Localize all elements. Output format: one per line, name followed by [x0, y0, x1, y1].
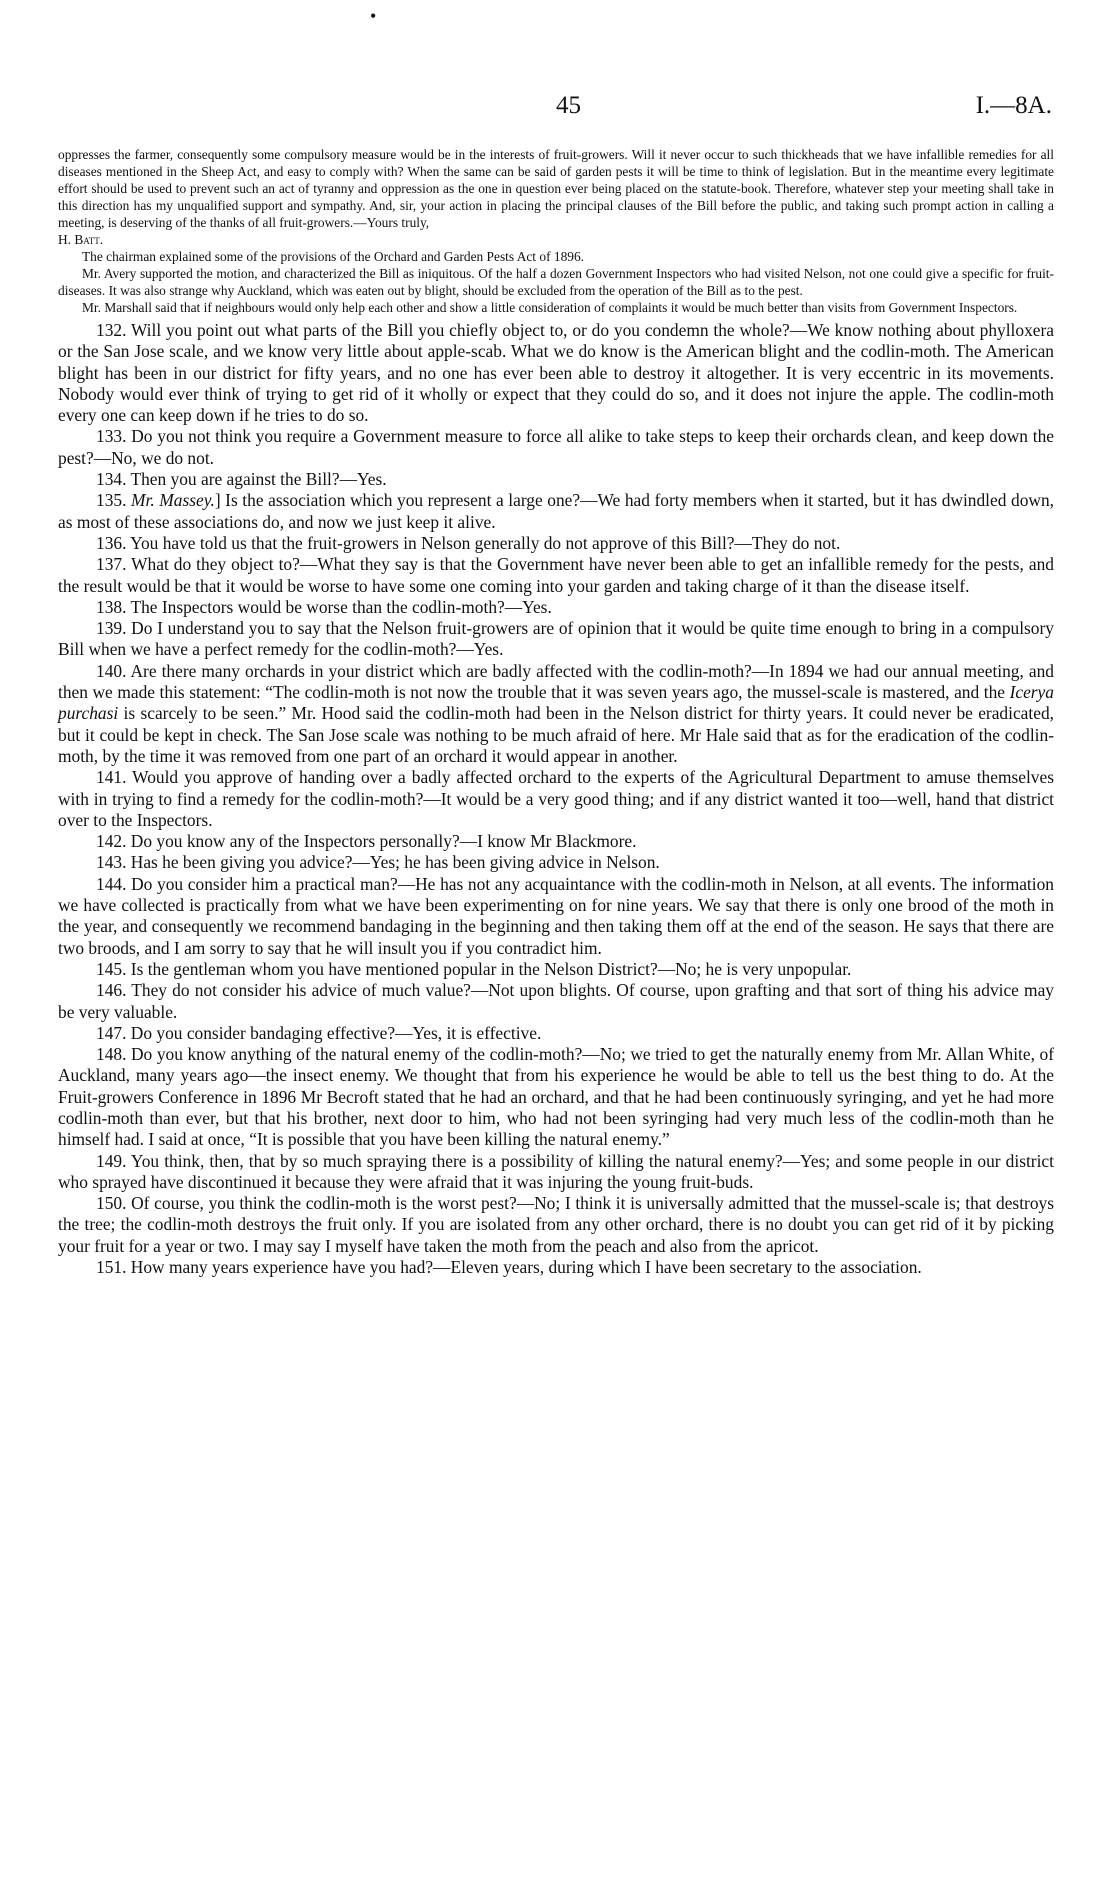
- question-141: 141. Would you approve of handing over a badly affected orchard to the experts of the Agricultural Department to amuse themselves with in trying to find a remedy for the codlin-moth?—It would be a very good thing; and if any district wanted it too—well, hand that district over to the Inspectors.: [58, 767, 1054, 830]
- marshall-note: Mr. Marshall said that if neighbours would only help each other and show a little consideration of complaints it would be much better than visits from Government Inspectors.: [82, 300, 1018, 315]
- question-137: 137. What do they object to?—What they say is that the Government have never been able to get an infallible remedy for the pests, and the result would be that it would be worse to have some one coming into your garden and taking charge of it than the disease itself.: [58, 554, 1054, 596]
- question-142: 142. Do you know any of the Inspectors personally?—I know Mr Blackmore.: [96, 831, 637, 852]
- question-140-part-b: is scarcely to be seen.” Mr. Hood said the codlin-moth had been in the Nelson district for thirty years. It could never be eradicated, but it could be kept in check. The San Jose scale was nothing to be much afraid of here. Mr Hale said that as for the eradication of the codlin-moth, by the time it was removed from one part of an orchard it would appear in another.: [58, 703, 1054, 766]
- question-136: 136. You have told us that the fruit-growers in Nelson generally do not approve of this Bill?—They do not.: [96, 532, 841, 553]
- question-135-text: ] Is the association which you represent a large one?—We had forty members when it started, but it has dwindled down, as most of these associations do, and now we just keep it alive.: [58, 490, 1054, 532]
- question-146: 146. They do not consider his advice of much value?—Not upon blights. Of course, upon grafting and that sort of thing his advice may be very valuable.: [58, 980, 1054, 1022]
- question-149: 149. You think, then, that by so much spraying there is a possibility of killing the natural enemy?—Yes; and some people in our district who sprayed have discontinued it because they were afraid that it was injuring the young fruit-buds.: [58, 1150, 1054, 1192]
- question-144: 144. Do you consider him a practical man?—He has not any acquaintance with the codlin-moth in Nelson, at all events. The information we have collected is practically from what we have been experimenting on for nine years. We say that there is only one brood of the moth in the year, and consequently we recommend bandaging in the beginning and then taking them off at the end of the season. He says that there are two broods, and I am sorry to say that he will insult you if you contradict him.: [58, 873, 1054, 958]
- question-135: [58, 490, 1054, 533]
- evidence-section: [58, 320, 1054, 1278]
- question-140-part-a: 140. Are there many orchards in your district which are badly affected with the codlin-moth?—In 1894 we had our annual meeting, and then we made this statement: “The codlin-moth is not now the trouble that it was seven years ago, the mussel-scale is mastered, and the: [58, 660, 1054, 703]
- question-133: 133. Do you not think you require a Government measure to force all alike to take steps to keep their orchards clean, and keep down the pest?—No, we do not.: [58, 426, 1054, 468]
- stray-mark: •: [370, 6, 377, 26]
- page-number: 45: [556, 92, 581, 119]
- page-header: [0, 92, 1114, 126]
- question-132: 132. Will you point out what parts of the Bill you chiefly object to, or do you condemn the whole?—We know nothing about phylloxera or the San Jose scale, and we know very little about apple-scab. What we do know is the American blight and the codlin-moth. The American blight has been in our district for fifty years, and no one has ever been able to destroy it altogether. It is very eccentric in its movements. Nobody would ever think of trying to get rid of it wholly or expect that they could do so, and it does not injure the apple. The codlin-moth every one can keep down if he tries to do so.: [58, 320, 1054, 426]
- question-151: 151. How many years experience have you had?—Eleven years, during which I have been secretary to the association.: [96, 1257, 922, 1278]
- question-140: [58, 661, 1054, 767]
- question-134: 134. Then you are against the Bill?—Yes.: [96, 469, 387, 490]
- document-reference: I.—8A.: [975, 92, 1052, 119]
- question-148: 148. Do you know anything of the natural enemy of the codlin-moth?—No; we tried to get the naturally enemy from Mr. Allan White, of Auckland, many years ago—the insect enemy. We thought that from his experience he would be able to tell us the best thing to do. At the Fruit-growers Conference in 1896 Mr Becroft stated that he had an orchard, and that he had been continuously syringing, and yet he had more codlin-moth than ever, but that his brother, next door to him, who had not been syringing had very much less of the codlin-moth than he himself had. I said at once, “It is possible that you have been killing the natural enemy.”: [58, 1044, 1054, 1150]
- question-135-speaker: Mr. Massey.: [131, 490, 215, 511]
- letter-section: [58, 146, 1054, 316]
- question-139: 139. Do I understand you to say that the Nelson fruit-growers are of opinion that it would be quite time enough to bring in a compulsory Bill when we have a perfect remedy for the codlin-moth?—Yes.: [58, 618, 1054, 660]
- question-138: 138. The Inspectors would be worse than the codlin-moth?—Yes.: [96, 596, 552, 617]
- question-143: 143. Has he been giving you advice?—Yes; he has been giving advice in Nelson.: [96, 852, 660, 873]
- chairman-note: The chairman explained some of the provisions of the Orchard and Garden Pests Act of 1896.: [82, 249, 585, 264]
- page-body: [58, 146, 1054, 1278]
- question-135-number: 135.: [96, 490, 127, 511]
- letter-signature: H. Batt.: [58, 232, 104, 247]
- question-150: 150. Of course, you think the codlin-moth is the worst pest?—No; I think it is universally admitted that the mussel-scale is; that destroys the tree; the codlin-moth destroys the fruit only. If you are isolated from any other orchard, there is no doubt you can get rid of it by picking your fruit for a year or two. I may say I myself have taken the moth from the peach and also from the apricot.: [58, 1193, 1054, 1256]
- question-145: 145. Is the gentleman whom you have mentioned popular in the Nelson District?—No; he is very unpopular.: [96, 958, 852, 979]
- question-147: 147. Do you consider bandaging effective?—Yes, it is effective.: [96, 1022, 542, 1043]
- avery-note: Mr. Avery supported the motion, and characterized the Bill as iniquitous. Of the half a dozen Government Inspectors who had visited Nelson, not one could give a specific for fruit-diseases. It was also strange why Auckland, which was eaten out by blight, should be excluded from the operation of the Bill as to the pest.: [58, 266, 1054, 298]
- letter-paragraph: oppresses the farmer, consequently some compulsory measure would be in the interests of fruit-growers. Will it never occur to such thickheads that we have infallible remedies for all diseases mentioned in the Sheep Act, and easy to comply with? When the same can be said of garden pests it will be time to think of legislation. But in the meantime every legitimate effort should be used to prevent such an act of tyranny and oppression as the one in question ever being placed on the statute-book. Therefore, whatever step your meeting shall take in this direction has my unqualified support and sympathy. And, sir, your action in placing the principal clauses of the Bill before the public, and taking such prompt action in calling a meeting, is deserving of the thanks of all fruit-growers.—Yours truly,: [58, 147, 1054, 230]
- species-name: Icerya purchasi: [58, 682, 1054, 724]
